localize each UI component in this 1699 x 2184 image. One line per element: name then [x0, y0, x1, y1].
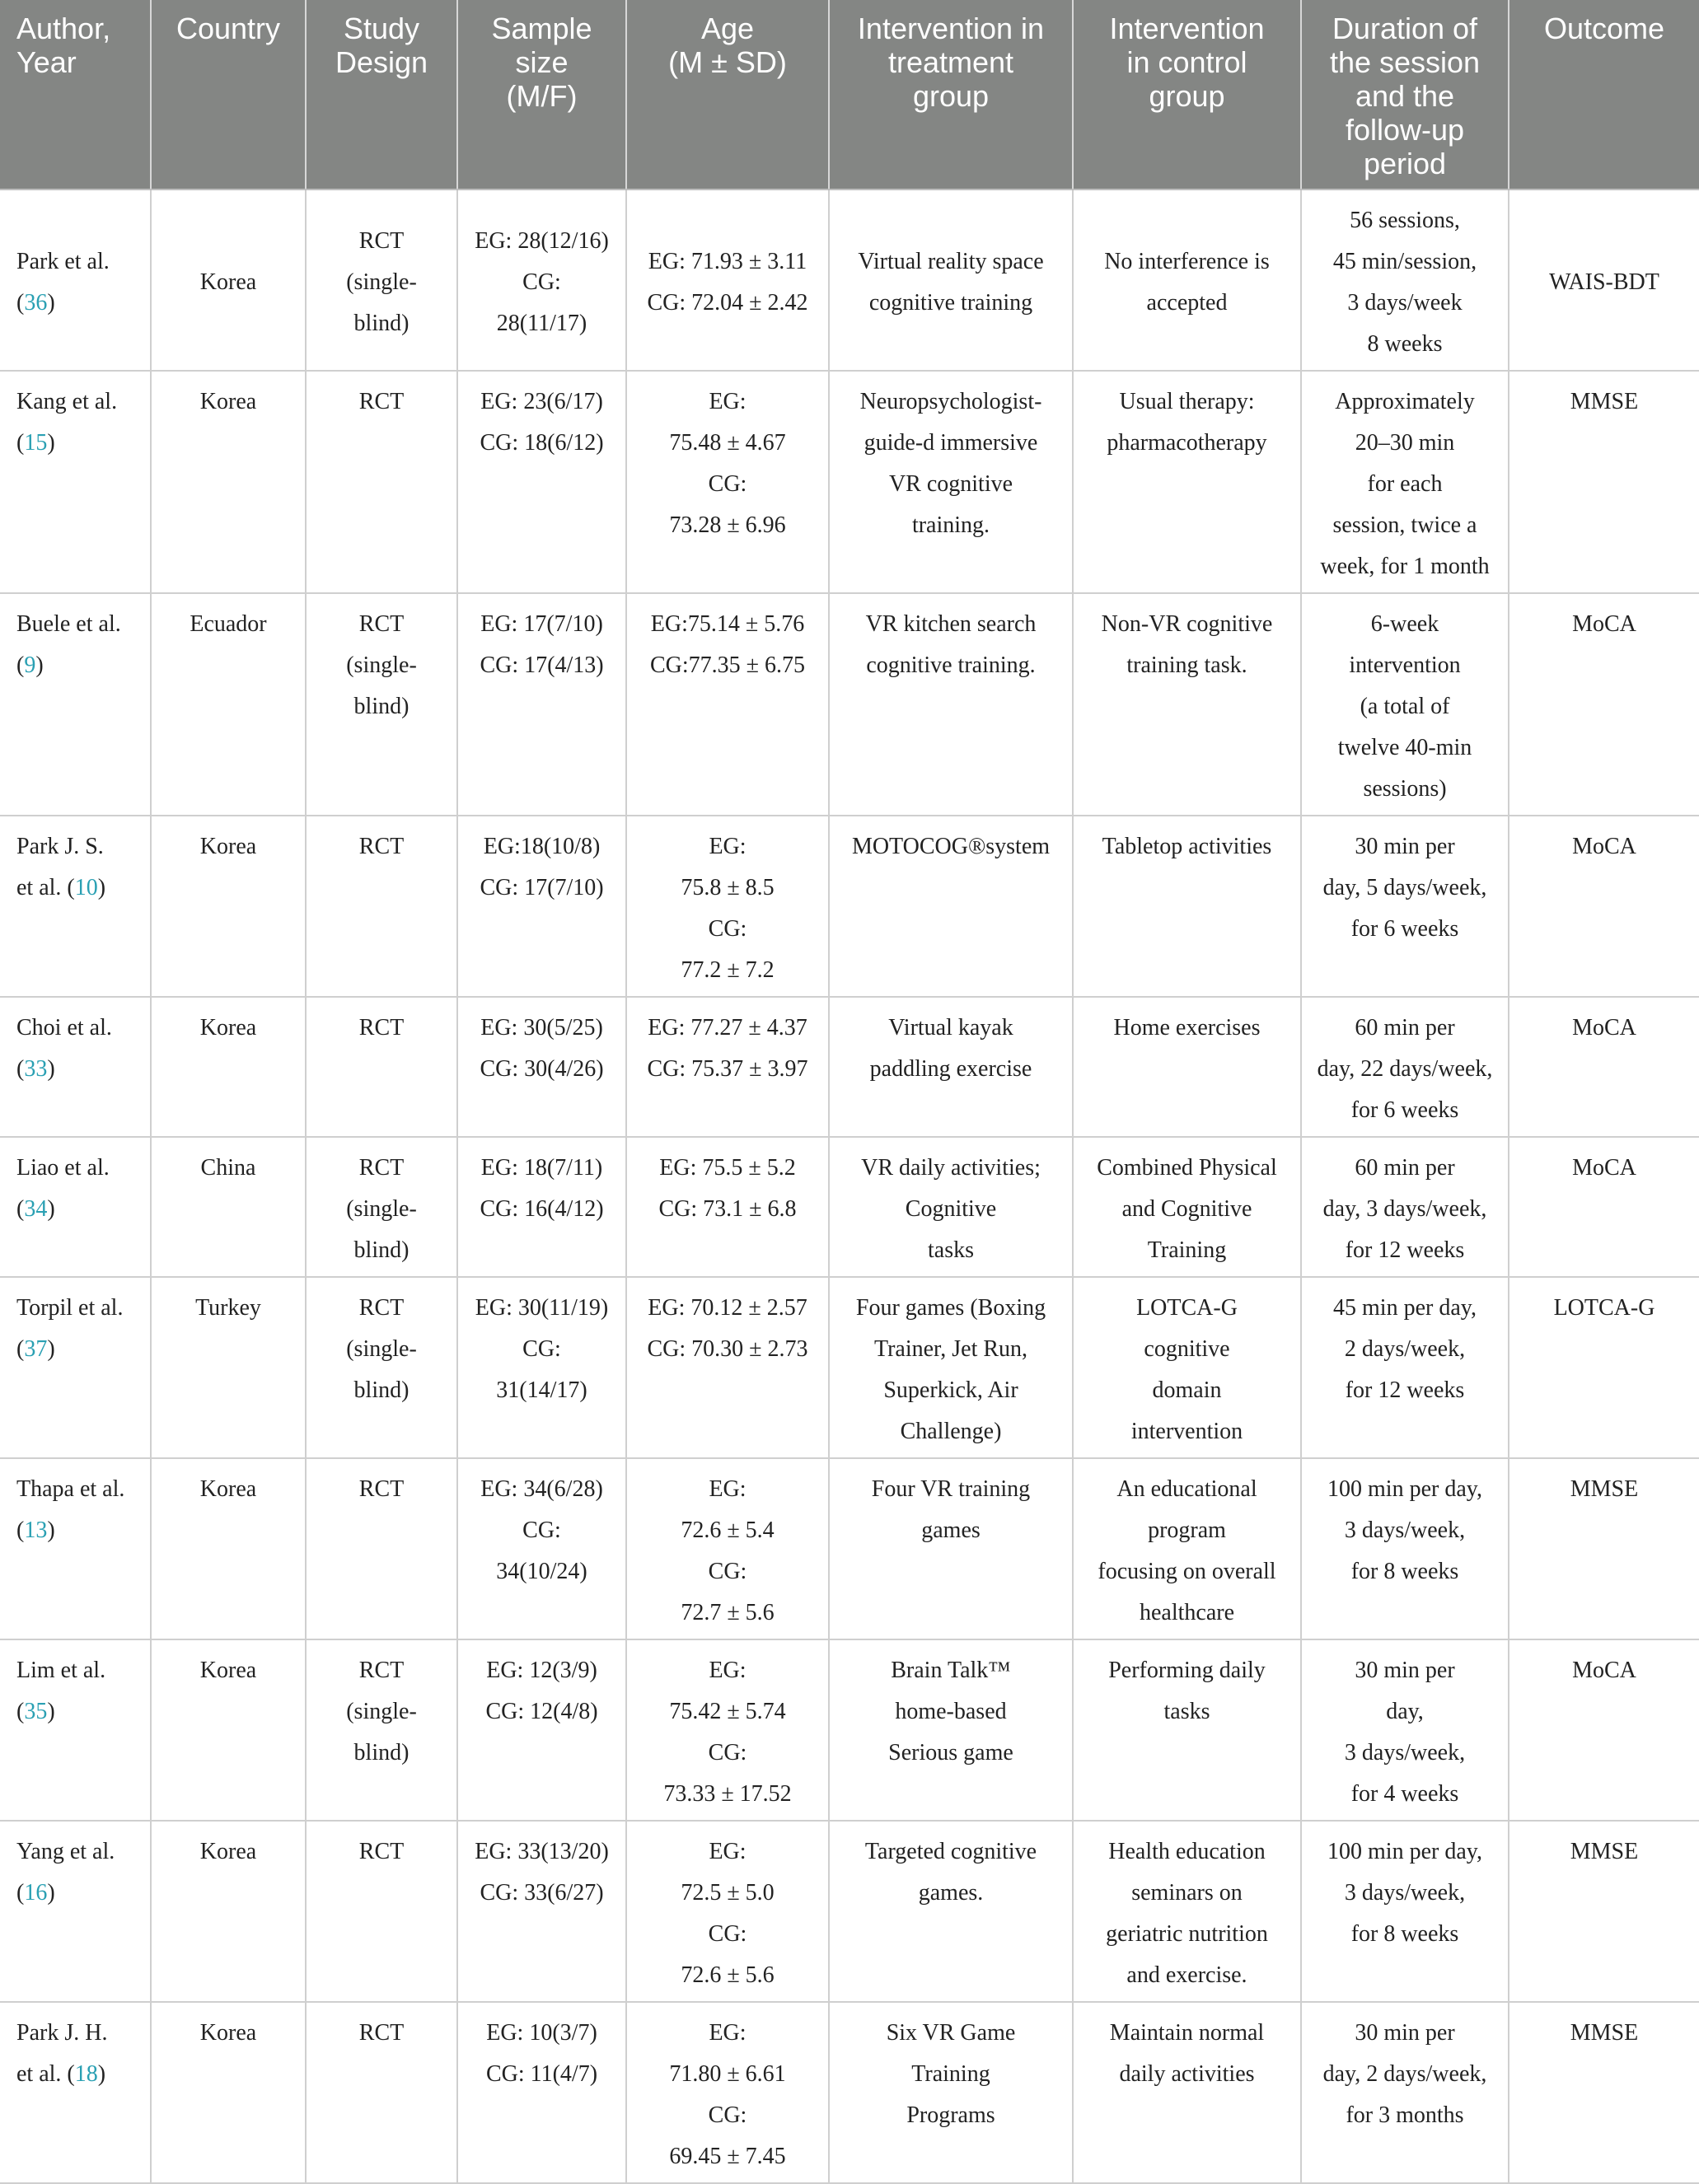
author-text-close: ) [47, 430, 55, 456]
author-text: Park J. S. et al. ( [16, 834, 104, 900]
header-duration: Duration of the session and the follow-up period [1301, 0, 1509, 189]
duration-cell: 30 min per day, 5 days/week, for 6 weeks [1301, 816, 1509, 997]
header-age: Age (M ± SD) [626, 0, 829, 189]
author-cell [0, 1137, 151, 1277]
reference-link[interactable]: 35 [24, 1699, 48, 1724]
age-cell: EG: 72.6 ± 5.4 CG: 72.7 ± 5.6 [626, 1458, 829, 1639]
design-cell: RCT [306, 816, 457, 997]
table-header [0, 0, 1699, 189]
table-row [0, 997, 1699, 1137]
control-cell: Non-VR cognitive training task. [1073, 593, 1301, 816]
outcome-cell: MMSE [1509, 371, 1699, 593]
design-cell: RCT (single- blind) [306, 593, 457, 816]
author-text: Choi et al. ( [16, 1015, 112, 1082]
author-cell [0, 189, 151, 371]
sample-cell: EG: 18(7/11) CG: 16(4/12) [457, 1137, 626, 1277]
author-text: Park J. H. et al. ( [16, 2020, 108, 2087]
reference-link[interactable]: 37 [24, 1336, 48, 1362]
sample-cell: EG: 12(3/9) CG: 12(4/8) [457, 1639, 626, 1821]
outcome-cell: LOTCA-G [1509, 1277, 1699, 1458]
treatment-cell: Six VR Game Training Programs [829, 2002, 1073, 2183]
control-cell: An educational program focusing on overall healthcare [1073, 1458, 1301, 1639]
duration-cell: 100 min per day, 3 days/week, for 8 weeks [1301, 1458, 1509, 1639]
outcome-cell: MoCA [1509, 593, 1699, 816]
age-cell: EG: 70.12 ± 2.57 CG: 70.30 ± 2.73 [626, 1277, 829, 1458]
outcome-cell: MoCA [1509, 816, 1699, 997]
country-cell: Korea [151, 2002, 306, 2183]
country-cell: Ecuador [151, 593, 306, 816]
author-text: Park et al. ( [16, 249, 110, 316]
country-cell: Korea [151, 189, 306, 371]
author-text-close: ) [47, 290, 55, 316]
author-cell [0, 1458, 151, 1639]
outcome-cell: MoCA [1509, 997, 1699, 1137]
author-text: Torpil et al. ( [16, 1295, 124, 1362]
control-cell: LOTCA-G cognitive domain intervention [1073, 1277, 1301, 1458]
control-cell: Performing daily tasks [1073, 1639, 1301, 1821]
treatment-cell: Neuropsychologist- guide-d immersive VR cognitive training. [829, 371, 1073, 593]
author-text-close: ) [47, 1196, 55, 1222]
reference-link[interactable]: 15 [24, 430, 48, 456]
design-cell: RCT (single- blind) [306, 1277, 457, 1458]
sample-cell: EG: 23(6/17) CG: 18(6/12) [457, 371, 626, 593]
duration-cell: 30 min per day, 2 days/week, for 3 months [1301, 2002, 1509, 2183]
age-cell: EG:75.14 ± 5.76 CG:77.35 ± 6.75 [626, 593, 829, 816]
header-outcome: Outcome [1509, 0, 1699, 189]
design-cell: RCT (single- blind) [306, 1639, 457, 1821]
sample-cell: EG: 28(12/16) CG: 28(11/17) [457, 189, 626, 371]
author-cell [0, 1639, 151, 1821]
duration-cell: 60 min per day, 3 days/week, for 12 weeks [1301, 1137, 1509, 1277]
design-cell: RCT [306, 371, 457, 593]
control-cell: Usual therapy: pharmacotherapy [1073, 371, 1301, 593]
treatment-cell: Targeted cognitive games. [829, 1821, 1073, 2002]
author-text-close: ) [97, 2061, 106, 2087]
header-author-year: Author, Year [0, 0, 151, 189]
age-cell: EG: 72.5 ± 5.0 CG: 72.6 ± 5.6 [626, 1821, 829, 2002]
table-row [0, 593, 1699, 816]
author-text: Buele et al. ( [16, 611, 121, 678]
treatment-cell: Four VR training games [829, 1458, 1073, 1639]
country-cell: Korea [151, 371, 306, 593]
age-cell: EG: 75.8 ± 8.5 CG: 77.2 ± 7.2 [626, 816, 829, 997]
control-cell: No interference is accepted [1073, 189, 1301, 371]
header-control-intervention: Intervention in control group [1073, 0, 1301, 189]
author-text: Liao et al. ( [16, 1155, 110, 1222]
design-cell: RCT (single- blind) [306, 189, 457, 371]
author-cell [0, 593, 151, 816]
author-text-close: ) [97, 875, 106, 900]
reference-link[interactable]: 16 [24, 1880, 48, 1906]
table-row [0, 1821, 1699, 2002]
header-sample-size: Sample size (M/F) [457, 0, 626, 189]
author-text-close: ) [47, 1336, 55, 1362]
treatment-cell: Four games (Boxing Trainer, Jet Run, Superkick, Air Challenge) [829, 1277, 1073, 1458]
author-text-close: ) [47, 1880, 55, 1906]
duration-cell: Approximately 20–30 min for each session, twice a week, for 1 month [1301, 371, 1509, 593]
author-cell [0, 1821, 151, 2002]
age-cell: EG: 75.5 ± 5.2 CG: 73.1 ± 6.8 [626, 1137, 829, 1277]
author-cell [0, 816, 151, 997]
author-text-close: ) [47, 1518, 55, 1543]
outcome-cell: MoCA [1509, 1639, 1699, 1821]
reference-link[interactable]: 13 [24, 1518, 48, 1543]
country-cell: Turkey [151, 1277, 306, 1458]
country-cell: China [151, 1137, 306, 1277]
sample-cell: EG:18(10/8) CG: 17(7/10) [457, 816, 626, 997]
treatment-cell: VR kitchen search cognitive training. [829, 593, 1073, 816]
age-cell: EG: 77.27 ± 4.37 CG: 75.37 ± 3.97 [626, 997, 829, 1137]
table-row [0, 1277, 1699, 1458]
age-cell: EG: 71.93 ± 3.11 CG: 72.04 ± 2.42 [626, 189, 829, 371]
country-cell: Korea [151, 816, 306, 997]
outcome-cell: MMSE [1509, 1821, 1699, 2002]
treatment-cell: Virtual kayak paddling exercise [829, 997, 1073, 1137]
country-cell: Korea [151, 997, 306, 1137]
table-row [0, 371, 1699, 593]
author-cell [0, 2002, 151, 2183]
author-text: Thapa et al. ( [16, 1476, 125, 1543]
table-body [0, 189, 1699, 2183]
author-cell [0, 1277, 151, 1458]
country-cell: Korea [151, 1821, 306, 2002]
age-cell: EG: 71.80 ± 6.61 CG: 69.45 ± 7.45 [626, 2002, 829, 2183]
reference-link[interactable]: 36 [24, 290, 48, 316]
country-cell: Korea [151, 1458, 306, 1639]
duration-cell: 30 min per day, 3 days/week, for 4 weeks [1301, 1639, 1509, 1821]
control-cell: Tabletop activities [1073, 816, 1301, 997]
author-text-close: ) [47, 1056, 55, 1082]
control-cell: Health education seminars on geriatric nutrition and exercise. [1073, 1821, 1301, 2002]
table-row [0, 189, 1699, 371]
treatment-cell: Brain Talk™ home-based Serious game [829, 1639, 1073, 1821]
treatment-cell: VR daily activities; Cognitive tasks [829, 1137, 1073, 1277]
table-row [0, 1639, 1699, 1821]
reference-link[interactable]: 9 [24, 652, 36, 678]
outcome-cell: MMSE [1509, 2002, 1699, 2183]
duration-cell: 6-week intervention (a total of twelve 40-min sessions) [1301, 593, 1509, 816]
country-cell: Korea [151, 1639, 306, 1821]
treatment-cell: MOTOCOG®system [829, 816, 1073, 997]
header-row [0, 0, 1699, 189]
reference-link[interactable]: 18 [74, 2061, 98, 2087]
author-text-close: ) [35, 652, 44, 678]
author-cell [0, 371, 151, 593]
author-text-close: ) [47, 1699, 55, 1724]
duration-cell: 100 min per day, 3 days/week, for 8 weeks [1301, 1821, 1509, 2002]
sample-cell: EG: 30(5/25) CG: 30(4/26) [457, 997, 626, 1137]
sample-cell: EG: 10(3/7) CG: 11(4/7) [457, 2002, 626, 2183]
design-cell: RCT (single- blind) [306, 1137, 457, 1277]
table-row [0, 816, 1699, 997]
author-text: Kang et al. ( [16, 389, 118, 456]
duration-cell: 45 min per day, 2 days/week, for 12 weeks [1301, 1277, 1509, 1458]
duration-cell: 56 sessions, 45 min/session, 3 days/week 8 weeks [1301, 189, 1509, 371]
sample-cell: EG: 33(13/20) CG: 33(6/27) [457, 1821, 626, 2002]
sample-cell: EG: 34(6/28) CG: 34(10/24) [457, 1458, 626, 1639]
author-text: Yang et al. ( [16, 1839, 115, 1906]
table-row [0, 2002, 1699, 2183]
design-cell: RCT [306, 1821, 457, 2002]
author-cell [0, 997, 151, 1137]
reference-link[interactable]: 34 [24, 1196, 48, 1222]
treatment-cell: Virtual reality space cognitive training [829, 189, 1073, 371]
table-row [0, 1137, 1699, 1277]
reference-link[interactable]: 10 [74, 875, 98, 900]
sample-cell: EG: 30(11/19) CG: 31(14/17) [457, 1277, 626, 1458]
outcome-cell: MMSE [1509, 1458, 1699, 1639]
age-cell: EG: 75.42 ± 5.74 CG: 73.33 ± 17.52 [626, 1639, 829, 1821]
reference-link[interactable]: 33 [24, 1056, 48, 1082]
design-cell: RCT [306, 997, 457, 1137]
table-row [0, 1458, 1699, 1639]
control-cell: Maintain normal daily activities [1073, 2002, 1301, 2183]
control-cell: Home exercises [1073, 997, 1301, 1137]
age-cell: EG: 75.48 ± 4.67 CG: 73.28 ± 6.96 [626, 371, 829, 593]
header-treatment-intervention: Intervention in treatment group [829, 0, 1073, 189]
header-study-design: Study Design [306, 0, 457, 189]
design-cell: RCT [306, 2002, 457, 2183]
sample-cell: EG: 17(7/10) CG: 17(4/13) [457, 593, 626, 816]
design-cell: RCT [306, 1458, 457, 1639]
header-country: Country [151, 0, 306, 189]
author-text: Lim et al. ( [16, 1658, 106, 1724]
duration-cell: 60 min per day, 22 days/week, for 6 weeks [1301, 997, 1509, 1137]
control-cell: Combined Physical and Cognitive Training [1073, 1137, 1301, 1277]
outcome-cell: WAIS-BDT [1509, 189, 1699, 371]
outcome-cell: MoCA [1509, 1137, 1699, 1277]
